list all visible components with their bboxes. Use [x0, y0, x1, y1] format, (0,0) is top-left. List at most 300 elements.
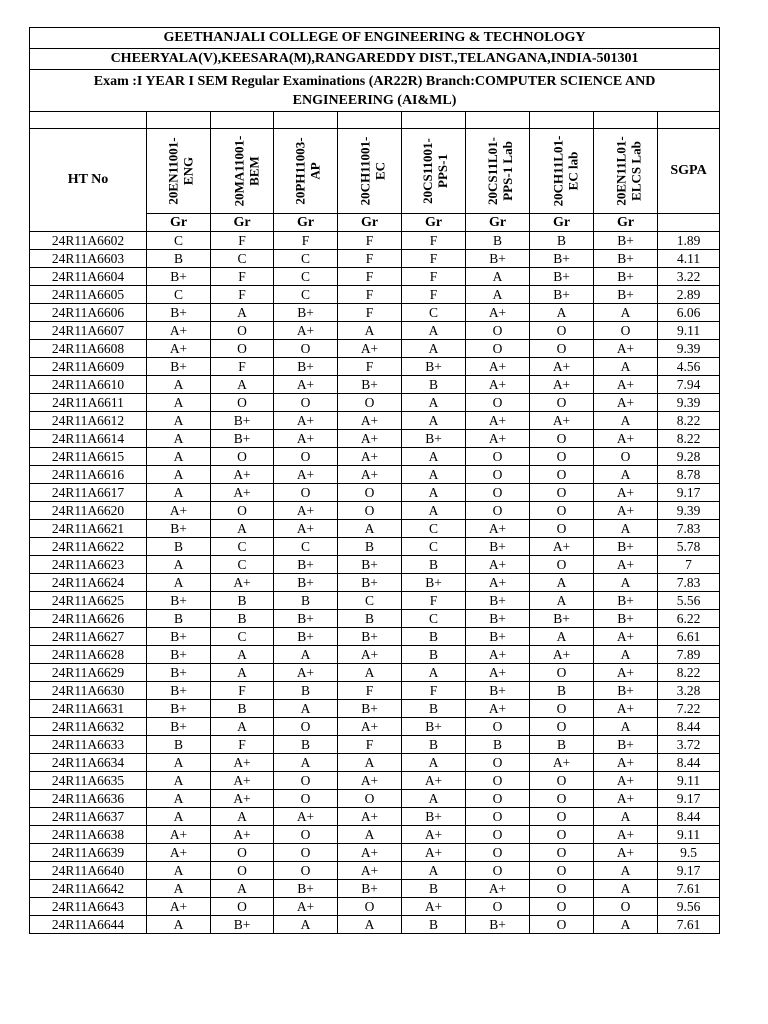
sgpa-cell: 3.72 [658, 736, 720, 754]
grade-cell: O [594, 322, 658, 340]
grade-cell: B [402, 376, 466, 394]
grade-cell: O [594, 898, 658, 916]
ht-no-cell: 24R11A6622 [30, 538, 147, 556]
subject-name: AP [307, 161, 323, 180]
subject-code: 20EN11L01- [613, 135, 629, 206]
grade-cell: B+ [594, 682, 658, 700]
grade-cell: B+ [466, 916, 530, 934]
grade-cell: A+ [594, 484, 658, 502]
grade-cell: A [402, 322, 466, 340]
grade-cell: F [338, 232, 402, 250]
grade-cell: O [530, 484, 594, 502]
grade-cell: O [530, 898, 594, 916]
table-row [30, 538, 720, 556]
grade-cell: A+ [530, 358, 594, 376]
sgpa-cell: 3.22 [658, 268, 720, 286]
grade-cell: F [211, 358, 274, 376]
grade-cell: A+ [211, 574, 274, 592]
grade-cell: B [274, 682, 338, 700]
grade-cell: A [402, 502, 466, 520]
grade-cell: A+ [594, 664, 658, 682]
grade-cell: A+ [594, 502, 658, 520]
grade-cell: A [147, 574, 211, 592]
grade-cell: A+ [147, 502, 211, 520]
grade-cell: B+ [402, 430, 466, 448]
grade-cell: A [466, 286, 530, 304]
subject-header [211, 129, 274, 214]
grade-cell: A [147, 376, 211, 394]
table-row [30, 376, 720, 394]
grade-cell: A+ [594, 376, 658, 394]
grade-cell: C [274, 268, 338, 286]
sgpa-cell: 5.56 [658, 592, 720, 610]
grade-cell: B+ [594, 592, 658, 610]
grade-cell: A+ [530, 646, 594, 664]
sgpa-cell: 9.56 [658, 898, 720, 916]
grade-cell: B+ [402, 574, 466, 592]
ht-no-cell: 24R11A6604 [30, 268, 147, 286]
grade-cell: A [211, 880, 274, 898]
grade-cell: B+ [147, 268, 211, 286]
table-row [30, 232, 720, 250]
grade-cell: A [147, 412, 211, 430]
grade-cell: A+ [466, 520, 530, 538]
grade-label: Gr [211, 214, 274, 232]
grade-cell: B [147, 610, 211, 628]
grade-cell: A [147, 790, 211, 808]
grade-cell: B [402, 556, 466, 574]
grade-cell: B [147, 736, 211, 754]
grade-label: Gr [274, 214, 338, 232]
table-row [30, 844, 720, 862]
ht-no-cell: 24R11A6620 [30, 502, 147, 520]
sgpa-cell: 9.39 [658, 502, 720, 520]
grade-cell: F [338, 304, 402, 322]
table-row [30, 916, 720, 934]
grade-cell: C [338, 592, 402, 610]
grade-cell: B [402, 736, 466, 754]
grade-cell: B+ [147, 304, 211, 322]
subject-header [338, 129, 402, 214]
grade-cell: A [338, 826, 402, 844]
grade-cell: A+ [274, 376, 338, 394]
grade-cell: O [466, 754, 530, 772]
grade-cell: A+ [338, 412, 402, 430]
sgpa-cell: 9.28 [658, 448, 720, 466]
table-row [30, 412, 720, 430]
table-row [30, 682, 720, 700]
table-row [30, 304, 720, 322]
grade-cell: A+ [338, 340, 402, 358]
grade-cell: A [594, 358, 658, 376]
grade-cell: O [274, 772, 338, 790]
grade-cell: A+ [466, 664, 530, 682]
grade-cell: B+ [530, 268, 594, 286]
sgpa-cell: 7.94 [658, 376, 720, 394]
grade-cell: B [211, 700, 274, 718]
table-row [30, 808, 720, 826]
grade-cell: B+ [147, 358, 211, 376]
grade-cell: A+ [211, 466, 274, 484]
grade-cell: F [402, 268, 466, 286]
grade-cell: O [466, 772, 530, 790]
grade-cell: B+ [147, 664, 211, 682]
grade-cell: A [402, 754, 466, 772]
grade-cell: A+ [530, 538, 594, 556]
ht-no-cell: 24R11A6607 [30, 322, 147, 340]
grade-cell: A+ [530, 376, 594, 394]
grade-label: Gr [402, 214, 466, 232]
ht-no-cell: 24R11A6615 [30, 448, 147, 466]
table-row [30, 736, 720, 754]
grade-cell: B [530, 232, 594, 250]
subject-header [530, 129, 594, 214]
table-row [30, 664, 720, 682]
grade-cell: A [211, 376, 274, 394]
table-row [30, 322, 720, 340]
grade-cell: A [594, 862, 658, 880]
grade-cell: A+ [530, 754, 594, 772]
grade-cell: A [530, 304, 594, 322]
sgpa-cell: 8.22 [658, 412, 720, 430]
grade-cell: A+ [274, 520, 338, 538]
ht-no-cell: 24R11A6612 [30, 412, 147, 430]
grade-cell: F [338, 358, 402, 376]
sgpa-cell: 8.78 [658, 466, 720, 484]
grade-cell: O [530, 880, 594, 898]
grade-cell: O [211, 340, 274, 358]
sgpa-cell: 6.06 [658, 304, 720, 322]
grade-cell: O [466, 322, 530, 340]
grade-cell: A [147, 808, 211, 826]
table-row [30, 772, 720, 790]
grade-cell: F [338, 286, 402, 304]
subject-name: EC [372, 161, 388, 180]
grade-cell: A [402, 484, 466, 502]
grade-cell: A [466, 268, 530, 286]
grade-cell: A [594, 520, 658, 538]
sgpa-cell: 2.89 [658, 286, 720, 304]
grade-cell: A [274, 700, 338, 718]
grade-cell: B+ [594, 610, 658, 628]
sgpa-cell: 9.39 [658, 394, 720, 412]
sgpa-header: SGPA [658, 129, 720, 214]
ht-no-cell: 24R11A6609 [30, 358, 147, 376]
sgpa-cell: 7.83 [658, 574, 720, 592]
table-row [30, 754, 720, 772]
table-row [30, 430, 720, 448]
grade-cell: O [466, 808, 530, 826]
grade-cell: O [338, 790, 402, 808]
subject-code: 20PH11003- [292, 136, 308, 205]
grade-cell: C [211, 628, 274, 646]
table-row [30, 826, 720, 844]
grade-cell: B+ [274, 358, 338, 376]
grade-cell: O [274, 826, 338, 844]
grade-cell: A+ [594, 844, 658, 862]
grade-cell: A [211, 808, 274, 826]
grade-cell: O [466, 844, 530, 862]
grade-cell: A [147, 754, 211, 772]
grade-cell: B+ [274, 880, 338, 898]
grade-cell: A+ [211, 772, 274, 790]
grade-cell: O [466, 862, 530, 880]
grade-cell: A [147, 484, 211, 502]
grade-cell: A+ [594, 394, 658, 412]
sgpa-cell: 4.11 [658, 250, 720, 268]
grade-label: Gr [530, 214, 594, 232]
subject-code: 20CH11L01- [550, 135, 566, 206]
grade-cell: A+ [147, 322, 211, 340]
ht-no-cell: 24R11A6631 [30, 700, 147, 718]
sgpa-cell: 8.44 [658, 754, 720, 772]
grade-cell: A+ [402, 844, 466, 862]
grade-cell: O [274, 718, 338, 736]
grade-cell: A+ [594, 340, 658, 358]
grade-cell: C [274, 286, 338, 304]
ht-no-cell: 24R11A6628 [30, 646, 147, 664]
grade-cell: F [211, 286, 274, 304]
grade-cell: O [466, 826, 530, 844]
table-row [30, 898, 720, 916]
grade-cell: O [338, 484, 402, 502]
table-row [30, 556, 720, 574]
ht-no-cell: 24R11A6617 [30, 484, 147, 502]
grade-cell: A+ [466, 304, 530, 322]
grade-cell: A+ [594, 790, 658, 808]
grade-cell: B+ [338, 556, 402, 574]
ht-no-cell: 24R11A6630 [30, 682, 147, 700]
ht-no-header: HT No [30, 129, 147, 232]
ht-no-cell: 24R11A6638 [30, 826, 147, 844]
grade-cell: O [530, 772, 594, 790]
subject-name: BEM [246, 155, 262, 186]
grade-cell: B+ [338, 376, 402, 394]
grade-cell: F [338, 268, 402, 286]
grade-cell: A+ [147, 898, 211, 916]
table-row [30, 862, 720, 880]
ht-no-cell: 24R11A6627 [30, 628, 147, 646]
ht-no-cell: 24R11A6633 [30, 736, 147, 754]
grade-cell: B+ [594, 286, 658, 304]
sgpa-cell: 9.17 [658, 862, 720, 880]
grade-cell: A [147, 466, 211, 484]
subject-name: ELCS Lab [628, 140, 644, 201]
grade-cell: A+ [147, 340, 211, 358]
grade-cell: B+ [466, 250, 530, 268]
grade-cell: O [274, 790, 338, 808]
grade-cell: A+ [466, 376, 530, 394]
grade-cell: O [274, 484, 338, 502]
grade-cell: O [530, 844, 594, 862]
grade-cell: O [530, 502, 594, 520]
ht-no-cell: 24R11A6603 [30, 250, 147, 268]
grade-cell: C [274, 250, 338, 268]
grade-cell: F [402, 592, 466, 610]
grade-cell: A [274, 646, 338, 664]
grade-cell: A+ [594, 772, 658, 790]
grade-cell: A [338, 916, 402, 934]
ht-no-cell: 24R11A6644 [30, 916, 147, 934]
subject-header [402, 129, 466, 214]
table-row [30, 646, 720, 664]
grade-cell: F [211, 268, 274, 286]
grade-cell: O [274, 448, 338, 466]
grade-cell: A+ [466, 556, 530, 574]
sgpa-cell: 8.44 [658, 808, 720, 826]
grade-cell: B+ [402, 808, 466, 826]
table-row [30, 790, 720, 808]
grade-cell: A+ [211, 790, 274, 808]
grade-cell: A [594, 808, 658, 826]
grade-cell: B [402, 700, 466, 718]
grade-cell: O [211, 448, 274, 466]
grade-cell: O [530, 664, 594, 682]
grade-cell: B+ [466, 628, 530, 646]
grade-cell: F [402, 682, 466, 700]
grade-cell: B+ [338, 700, 402, 718]
table-row [30, 250, 720, 268]
sgpa-cell: 9.17 [658, 790, 720, 808]
grade-cell: B+ [147, 646, 211, 664]
sgpa-cell: 9.39 [658, 340, 720, 358]
grade-cell: O [466, 790, 530, 808]
results-table [29, 27, 720, 934]
sgpa-cell: 7 [658, 556, 720, 574]
table-row [30, 718, 720, 736]
table-row [30, 286, 720, 304]
grade-cell: C [211, 250, 274, 268]
grade-cell: O [274, 862, 338, 880]
grade-cell: A+ [466, 574, 530, 592]
grade-cell: A+ [274, 502, 338, 520]
grade-cell: A [402, 448, 466, 466]
grade-cell: B [338, 538, 402, 556]
grade-cell: O [211, 322, 274, 340]
grade-cell: B+ [338, 574, 402, 592]
grade-cell: O [211, 862, 274, 880]
grade-cell: A+ [466, 412, 530, 430]
sgpa-cell: 9.17 [658, 484, 720, 502]
grade-cell: B+ [211, 916, 274, 934]
ht-no-cell: 24R11A6625 [30, 592, 147, 610]
ht-no-cell: 24R11A6626 [30, 610, 147, 628]
table-row [30, 574, 720, 592]
grade-cell: A [402, 862, 466, 880]
grade-cell: A [147, 556, 211, 574]
grade-cell: A [594, 718, 658, 736]
grade-cell: A+ [274, 808, 338, 826]
grade-cell: A+ [338, 430, 402, 448]
grade-cell: B [211, 592, 274, 610]
grade-cell: B+ [274, 574, 338, 592]
grade-cell: O [530, 394, 594, 412]
grade-cell: A+ [338, 718, 402, 736]
grade-cell: C [147, 232, 211, 250]
grade-cell: O [338, 898, 402, 916]
grade-cell: B+ [274, 628, 338, 646]
grade-cell: C [147, 286, 211, 304]
ht-no-cell: 24R11A6621 [30, 520, 147, 538]
sgpa-cell: 5.78 [658, 538, 720, 556]
grade-cell: F [211, 736, 274, 754]
sgpa-blank [658, 214, 720, 232]
sgpa-cell: 7.89 [658, 646, 720, 664]
grade-cell: A [274, 916, 338, 934]
grade-cell: F [402, 232, 466, 250]
grade-cell: A+ [594, 430, 658, 448]
grade-cell: A+ [274, 322, 338, 340]
table-row [30, 358, 720, 376]
grade-cell: A [402, 340, 466, 358]
grade-cell: A [530, 592, 594, 610]
grade-cell: B [402, 628, 466, 646]
grade-cell: B [211, 610, 274, 628]
ht-no-cell: 24R11A6640 [30, 862, 147, 880]
subject-code: 20EN11001- [165, 136, 181, 205]
grade-cell: C [402, 520, 466, 538]
grade-cell: A [147, 916, 211, 934]
sgpa-cell: 7.61 [658, 880, 720, 898]
grade-cell: B+ [147, 520, 211, 538]
table-row [30, 880, 720, 898]
grade-cell: F [402, 286, 466, 304]
grade-cell: O [530, 448, 594, 466]
grade-cell: A+ [338, 844, 402, 862]
grade-cell: A [594, 412, 658, 430]
ht-no-cell: 24R11A6610 [30, 376, 147, 394]
grade-cell: A+ [274, 412, 338, 430]
ht-no-cell: 24R11A6636 [30, 790, 147, 808]
subject-name: PPS-1 [434, 153, 450, 188]
grade-cell: A+ [338, 448, 402, 466]
ht-no-cell: 24R11A6624 [30, 574, 147, 592]
grade-cell: B+ [211, 430, 274, 448]
grade-cell: A+ [338, 772, 402, 790]
spacer-row [30, 112, 720, 129]
grade-cell: O [274, 844, 338, 862]
grade-cell: A+ [211, 754, 274, 772]
grade-cell: B [466, 736, 530, 754]
grade-cell: O [466, 718, 530, 736]
grade-cell: B [274, 592, 338, 610]
ht-no-cell: 24R11A6605 [30, 286, 147, 304]
sgpa-cell: 9.11 [658, 772, 720, 790]
grade-cell: A+ [466, 700, 530, 718]
table-row [30, 700, 720, 718]
grade-cell: A [338, 322, 402, 340]
sgpa-cell: 9.11 [658, 322, 720, 340]
subject-name: ENG [180, 156, 196, 185]
grade-cell: A+ [338, 646, 402, 664]
table-row [30, 520, 720, 538]
grade-cell: B+ [530, 286, 594, 304]
grade-cell: O [466, 484, 530, 502]
grade-cell: A+ [402, 898, 466, 916]
grade-cell: A+ [466, 430, 530, 448]
grade-cell: B [402, 646, 466, 664]
grade-cell: C [402, 304, 466, 322]
grade-cell: B [338, 610, 402, 628]
table-row [30, 628, 720, 646]
grade-cell: O [466, 898, 530, 916]
grade-cell: B+ [466, 682, 530, 700]
sgpa-cell: 8.22 [658, 430, 720, 448]
grade-cell: A [211, 646, 274, 664]
table-row [30, 484, 720, 502]
grade-cell: O [466, 502, 530, 520]
grade-cell: A [530, 574, 594, 592]
